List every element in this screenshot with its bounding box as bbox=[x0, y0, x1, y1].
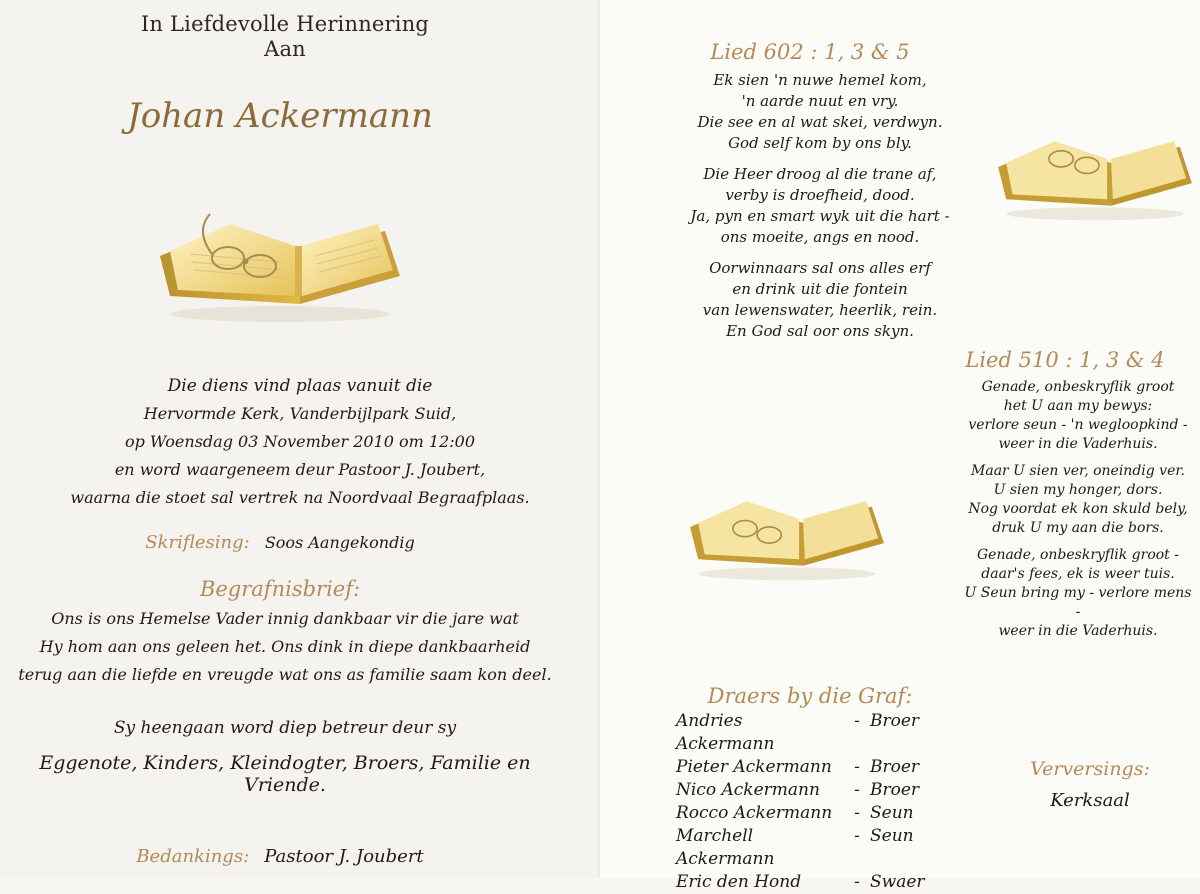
hymn-602-title: Lied 602 : 1, 3 & 5 bbox=[710, 40, 910, 64]
hymn-510-text bbox=[960, 378, 1196, 641]
service-line-3: op Woensdag 03 November 2010 om 12:00 bbox=[124, 432, 476, 451]
pallbearer-relation: Broer bbox=[870, 711, 920, 731]
pallbearer-name: Marchell Ackermann bbox=[676, 826, 775, 869]
hymn-510-verse-3 bbox=[960, 546, 1196, 641]
service-line-4: en word waargeneem deur Pastoor J. Joubert, bbox=[114, 460, 486, 479]
verse-line: weer in die Vaderhuis. bbox=[998, 436, 1158, 452]
hymn-602-verse-1 bbox=[650, 70, 990, 154]
pallbearer-dash: - bbox=[854, 803, 860, 823]
family-line: Eggenote, Kinders, Kleindogter, Broers, Familie en Vriende. bbox=[39, 752, 531, 796]
service-line-1: Die diens vind plaas vanuit die bbox=[167, 376, 433, 396]
verse-line: verby is droefheid, dood. bbox=[725, 186, 915, 204]
pallbearer-relation: Broer bbox=[870, 780, 920, 800]
pallbearer-dash: - bbox=[854, 780, 860, 800]
pallbearer-row bbox=[676, 710, 930, 756]
pallbearer-relation: Seun bbox=[870, 803, 914, 823]
dedication-heading bbox=[120, 12, 450, 62]
burial-letter-label: Begrafnisbrief: bbox=[199, 577, 361, 601]
hymn-510-verse-2 bbox=[960, 462, 1196, 538]
verse-line: Maar U sien ver, oneindig ver. bbox=[971, 463, 1185, 479]
verse-line: weer in die Vaderhuis. bbox=[998, 623, 1158, 639]
verse-line: God self kom by ons bly. bbox=[728, 134, 912, 152]
scripture-label: Skriflesing: bbox=[145, 532, 250, 553]
acknowledgements bbox=[80, 846, 480, 867]
pallbearer-row bbox=[676, 802, 930, 825]
pallbearer-name: Rocco Ackermann bbox=[676, 803, 833, 823]
open-book-with-glasses-icon bbox=[990, 118, 1200, 224]
pallbearer-row bbox=[676, 871, 930, 894]
dedication-line-2: Aan bbox=[264, 37, 306, 61]
deceased-name: Johan Ackermann bbox=[127, 96, 433, 136]
hymn-602-verse-3 bbox=[650, 258, 990, 342]
verse-line: Oorwinnaars sal ons alles erf bbox=[709, 259, 931, 277]
service-line-2: Hervormde Kerk, Vanderbijlpark Suid, bbox=[143, 404, 457, 423]
pallbearers-list bbox=[676, 710, 930, 894]
hymn-602-text bbox=[650, 70, 990, 342]
verse-line: en drink uit die fontein bbox=[732, 280, 908, 298]
service-details bbox=[60, 372, 540, 512]
book-glasses-image-top-right bbox=[990, 118, 1200, 224]
pallbearers-title: Draers by die Graf: bbox=[707, 684, 913, 708]
verse-line: Ja, pyn en smart wyk uit die hart - bbox=[690, 207, 950, 225]
pallbearer-name: Pieter Ackermann bbox=[676, 757, 832, 777]
pallbearer-relation: Seun bbox=[870, 826, 914, 846]
hymn-510-title: Lied 510 : 1, 3 & 4 bbox=[965, 348, 1165, 372]
verse-line: het U aan my bewys: bbox=[1003, 398, 1153, 414]
verse-line: Die see en al wat skei, verdwyn. bbox=[697, 113, 943, 131]
book-glasses-image-left bbox=[150, 196, 410, 326]
burial-line-1: Ons is ons Hemelse Vader innig dankbaar vir die jare wat bbox=[51, 609, 519, 628]
burial-letter-text bbox=[0, 605, 570, 689]
verse-line: Genade, onbeskryflik groot - bbox=[976, 547, 1179, 563]
open-book-with-glasses-icon bbox=[682, 478, 892, 584]
verse-line: verlore seun - 'n wegloopkind - bbox=[968, 417, 1188, 433]
verse-line: U Seun bring my - verlore mens - bbox=[964, 585, 1192, 620]
pallbearer-row bbox=[676, 779, 930, 802]
refreshments-label: Verversings: bbox=[1030, 758, 1150, 780]
pallbearer-name: Eric den Hond bbox=[676, 872, 802, 892]
pallbearer-dash: - bbox=[854, 757, 860, 777]
verse-line: Nog voordat ek kon skuld bely, bbox=[968, 501, 1188, 517]
verse-line: daar's fees, ek is weer tuis. bbox=[981, 566, 1175, 582]
book-glasses-image-middle-right bbox=[682, 478, 892, 584]
thanks-value: Pastoor J. Joubert bbox=[264, 846, 424, 867]
pallbearer-row bbox=[676, 825, 930, 871]
pallbearer-row bbox=[676, 756, 930, 779]
verse-line: Genade, onbeskryflik groot bbox=[981, 379, 1175, 395]
pallbearer-dash: - bbox=[854, 826, 860, 846]
pallbearer-relation: Broer bbox=[870, 757, 920, 777]
burial-line-3: terug aan die liefde en vreugde wat ons as familie saam kon deel. bbox=[18, 665, 552, 684]
right-page bbox=[600, 0, 1200, 892]
thanks-label: Bedankings: bbox=[136, 846, 250, 867]
open-book-with-glasses-icon bbox=[150, 196, 410, 326]
verse-line: van lewenswater, heerlik, rein. bbox=[702, 301, 938, 319]
service-line-5: waarna die stoet sal vertrek na Noordvaal Begraafplaas. bbox=[70, 488, 530, 507]
verse-line: 'n aarde nuut en vry. bbox=[741, 92, 899, 110]
pallbearer-relation: Swaer bbox=[870, 872, 925, 892]
dedication-line-1: In Liefdevolle Herinnering bbox=[140, 12, 430, 36]
scripture-value: Soos Aangekondig bbox=[264, 533, 415, 552]
pallbearer-name: Andries Ackermann bbox=[676, 711, 775, 754]
pallbearer-name: Nico Ackermann bbox=[676, 780, 820, 800]
mourned-line: Sy heengaan word diep betreur deur sy bbox=[113, 718, 457, 738]
left-page bbox=[0, 0, 600, 878]
verse-line: druk U my aan die bors. bbox=[992, 520, 1164, 536]
refreshments-value: Kerksaal bbox=[1050, 790, 1130, 811]
verse-line: Ek sien 'n nuwe hemel kom, bbox=[713, 71, 927, 89]
pallbearer-dash: - bbox=[854, 872, 860, 892]
scripture-reading bbox=[80, 532, 480, 553]
verse-line: Die Heer droog al die trane af, bbox=[703, 165, 937, 183]
burial-line-2: Hy hom aan ons geleen het. Ons dink in diepe dankbaarheid bbox=[39, 637, 531, 656]
hymn-510-verse-1 bbox=[960, 378, 1196, 454]
verse-line: ons moeite, angs en nood. bbox=[720, 228, 920, 246]
verse-line: En God sal oor ons skyn. bbox=[726, 322, 914, 340]
hymn-602-verse-2 bbox=[650, 164, 990, 248]
pallbearer-dash: - bbox=[854, 711, 860, 731]
verse-line: U sien my honger, dors. bbox=[993, 482, 1163, 498]
